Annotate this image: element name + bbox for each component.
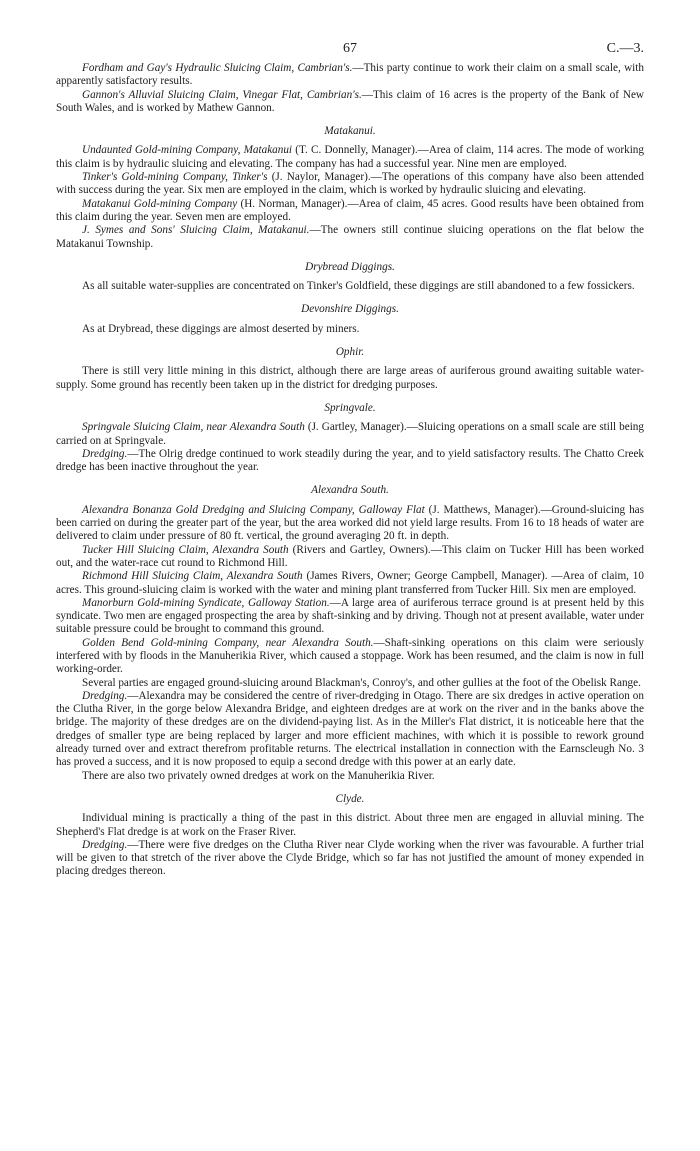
paragraph-lead: Manorburn Gold-mining Syndicate, Galloway Station. xyxy=(82,596,330,609)
paragraph-body: There is still very little mining in this district, although there are large areas of auriferous ground awaiting suitable water-supply. Some ground has recently been taken up in the district for dredging purposes. xyxy=(56,365,644,391)
paragraph-body: Several parties are engaged ground-sluicing around Blackman's, Conroy's, and other gullies at the foot of the Obelisk Range. xyxy=(82,676,641,689)
paragraph-lead: Gannon's Alluvial Sluicing Claim, Vinegar Flat, Cambrian's. xyxy=(82,88,362,101)
paragraph-lead: Tinker's Gold-mining Company, Tinker's xyxy=(82,171,268,184)
paragraph-lead: Dredging. xyxy=(82,689,128,702)
section-heading: Matakanui. xyxy=(324,125,376,138)
paragraph-body: As all suitable water-supplies are concentrated on Tinker's Goldfield, these diggings are still abandoned to a few fossickers. xyxy=(82,280,635,293)
paragraph xyxy=(56,812,644,839)
paragraph xyxy=(56,171,644,198)
paragraph-lead: Matakanui Gold-mining Company xyxy=(82,197,238,210)
paragraph-lead: Alexandra Bonanza Gold Dredging and Sluicing Company, Galloway Flat xyxy=(82,503,425,516)
paragraph xyxy=(56,198,644,225)
section xyxy=(56,484,644,783)
section xyxy=(56,346,644,392)
paragraph-body: —Alexandra may be considered the centre of river-dredging in Otago. There are six dredges in active operation on the Clutha River, in the gorge below Alexandra Bridge, and eighteen dredges are at work on the river and in the banks above the bridge. The majority of these dredges are on the dividend-paying list. As in the Miller's Flat district, it is noticeable here that the dredges of smaller type are being replaced by larger and more efficient machines, with which it is possible to rework ground already turned over and extract therefrom profitable returns. The electrical installation in connection with the Earnscleugh No. 3 has proved a success, and it is now proposed to equip a second dredge with this power at an early date. xyxy=(56,689,644,769)
paragraph-lead: Richmond Hill Sluicing Claim, Alexandra South xyxy=(82,570,303,583)
paragraph-body: —Shaft-sinking operations on this claim were seriously interfered with by floods in the Manuherikia River, which caused a stoppage. Work has been resumed, and the claim is now in full working-order. xyxy=(56,636,644,676)
paragraph-body: (J. Naylor, Manager).—The operations of this company have also been attended with success during the year. Six men are employed in the claim, which is worked by hydraulic sluicing and elevating. xyxy=(56,171,644,197)
section xyxy=(56,303,644,336)
paragraph-body: (H. Norman, Manager).—Area of claim, 45 acres. Good results have been obtained from this claim during the year. Seven men are employed. xyxy=(56,197,645,223)
paragraph xyxy=(56,448,644,475)
section xyxy=(56,402,644,474)
section-heading: Ophir. xyxy=(335,346,365,359)
paragraph-lead: Undaunted Gold-mining Company, Matakanui xyxy=(82,144,293,157)
paragraph xyxy=(56,144,644,171)
paragraph-body: Individual mining is practically a thing of the past in this district. About three men are engaged in alluvial mining. The Shepherd's Flat dredge is at work on the Fraser River. xyxy=(56,812,644,838)
document-reference: C.—3. xyxy=(606,41,644,56)
paragraph-body: —There were five dredges on the Clutha River near Clyde working when the river was favourable. A further trial will be given to that stretch of the river above the Clyde Bridge, which so far has not justified the amount of money expended in placing dredges thereon. xyxy=(56,838,644,878)
paragraph-body: (Rivers and Gartley, Owners).—This claim on Tucker Hill has been worked out, and the water-race cut round to Richmond Hill. xyxy=(56,543,644,569)
paragraph xyxy=(56,570,644,597)
document-body xyxy=(56,62,644,879)
section-heading: Devonshire Diggings. xyxy=(301,303,399,316)
paragraph xyxy=(56,89,644,116)
paragraph-body: —The Olrig dredge continued to work steadily during the year, and to yield satisfactory results. The Chatto Creek dredge has been inactive throughout the year. xyxy=(56,447,644,474)
section xyxy=(56,261,644,294)
paragraph xyxy=(56,677,644,690)
paragraph-lead: Tucker Hill Sluicing Claim, Alexandra South xyxy=(82,543,289,556)
paragraph xyxy=(56,280,644,293)
page-header xyxy=(56,42,644,62)
paragraph-body: (T. C. Donnelly, Manager).—Area of claim, 114 acres. The mode of working this claim is by hydraulic sluicing and elevating. The company has had a successful year. Nine men are employed. xyxy=(56,144,644,170)
paragraph-body: As at Drybread, these diggings are almost deserted by miners. xyxy=(82,322,360,335)
paragraph xyxy=(56,690,644,770)
paragraph xyxy=(56,770,644,783)
paragraph xyxy=(56,544,644,571)
paragraph xyxy=(56,224,644,251)
paragraph xyxy=(56,323,644,336)
paragraph xyxy=(56,62,644,89)
paragraph-body: —The owners still continue sluicing operations on the flat below the Matakanui Township. xyxy=(56,224,644,250)
paragraph xyxy=(56,365,644,392)
paragraph-lead: J. Symes and Sons' Sluicing Claim, Matakanui. xyxy=(82,224,310,237)
paragraph-body: (James Rivers, Owner; George Campbell, Manager). —Area of claim, 10 acres. This ground-sluicing claim is worked with the water and mining plant transferred from Tucker Hill. Six men are employed. xyxy=(56,570,644,596)
section-heading: Alexandra South. xyxy=(311,484,389,497)
paragraph xyxy=(56,637,644,677)
paragraph-body: There are also two privately owned dredges at work on the Manuherikia River. xyxy=(82,769,435,782)
paragraph-body: —This claim of 16 acres is the property of the Bank of New South Wales, and is worked by Mathew Gannon. xyxy=(56,88,645,114)
section xyxy=(56,125,644,251)
paragraph-body: —This party continue to work their claim on a small scale, with apparently satisfactory results. xyxy=(56,62,644,88)
paragraph-body: (J. Gartley, Manager).—Sluicing operations on a small scale are still being carried on at Springvale. xyxy=(56,421,644,447)
page-number: 67 xyxy=(343,41,357,56)
section-heading: Clyde. xyxy=(335,792,365,805)
paragraph xyxy=(56,597,644,637)
paragraph-body: —A large area of auriferous terrace ground is at present held by this syndicate. Two men are engaged prospecting the area by shaft-sinking and by driving. Though not at present available, water under suitable pressure could be brought to command this ground. xyxy=(56,596,644,636)
paragraph-lead: Dredging. xyxy=(82,447,128,460)
paragraph xyxy=(56,839,644,879)
paragraph-lead: Golden Bend Gold-mining Company, near Alexandra South. xyxy=(82,636,374,649)
paragraph xyxy=(56,504,644,544)
section xyxy=(56,62,644,115)
paragraph-lead: Fordham and Gay's Hydraulic Sluicing Claim, Cambrian's. xyxy=(82,62,353,74)
paragraph-lead: Dredging. xyxy=(82,838,128,851)
section-heading: Springvale. xyxy=(324,401,376,414)
section xyxy=(56,793,644,879)
paragraph-lead: Springvale Sluicing Claim, near Alexandra South xyxy=(82,421,305,434)
section-heading: Drybread Diggings. xyxy=(305,260,395,273)
paragraph xyxy=(56,421,644,448)
paragraph-body: (J. Matthews, Manager).—Ground-sluicing has been carried on during the greater part of the year, but the area worked did not yield large results. From 16 to 18 heads of water are delivered to claim under pressure of 80 ft. vertical, the ground averaging 20 ft. in depth. xyxy=(56,503,644,543)
